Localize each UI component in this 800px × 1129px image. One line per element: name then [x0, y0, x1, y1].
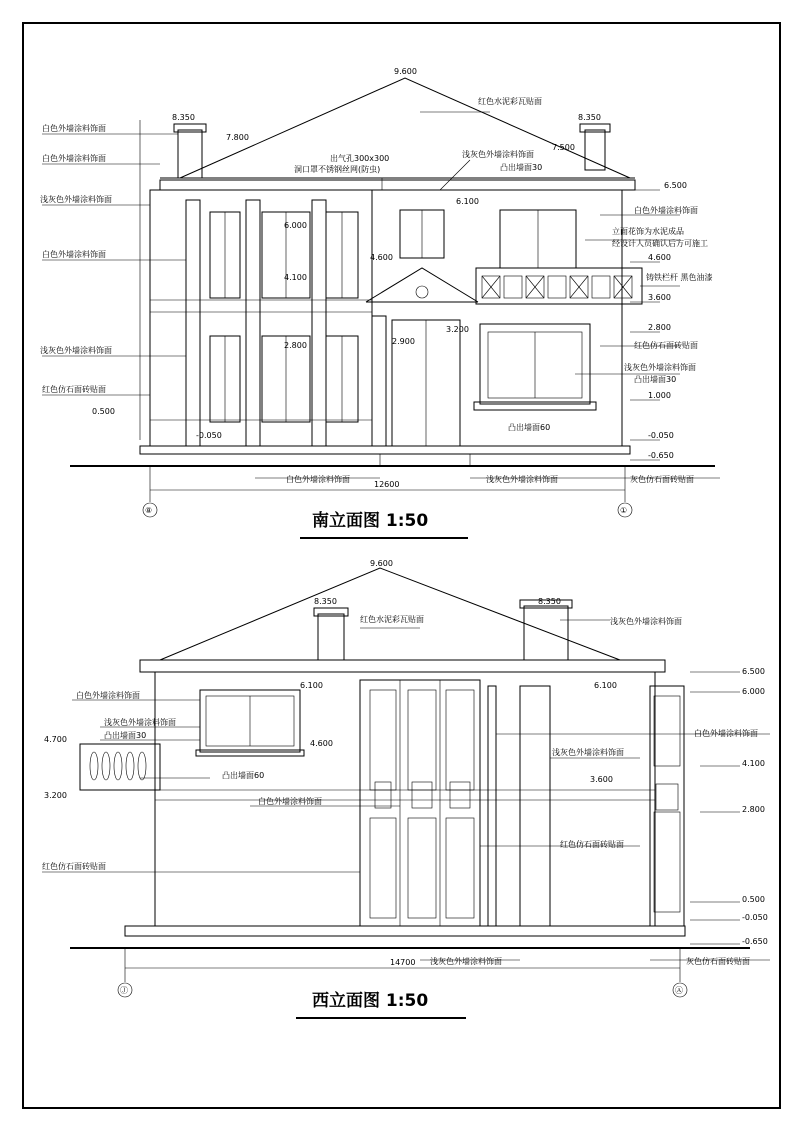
west-label-left: 浅灰色外墙涂料饰面: [104, 718, 176, 727]
west-plinth: [125, 926, 685, 936]
south-chimney-left: [178, 130, 202, 178]
west-label-right: 浅灰色外墙涂料饰面: [610, 617, 682, 626]
south-label-left: 浅灰色外墙涂料饰面: [40, 195, 112, 204]
west-elevation: [42, 568, 770, 997]
south-column: [312, 200, 326, 446]
south-axis-right: ①: [620, 506, 628, 515]
west-label-left: 凸出墙面60: [222, 771, 265, 780]
west-ridge-elev: 9.600: [370, 559, 393, 568]
south-axis-left: ⑧: [145, 506, 153, 515]
west-chimney-left: [318, 614, 344, 660]
south-column: [186, 200, 200, 446]
south-label-right: 凸出墙面30: [500, 163, 543, 172]
south-elev: 6.500: [664, 181, 687, 190]
south-elev: 2.800: [648, 323, 671, 332]
south-elev: 1.000: [648, 391, 671, 400]
west-elev: 6.500: [742, 667, 765, 676]
west-label-bottom: 灰色仿石面砖贴面: [686, 957, 750, 966]
west-elev: -0.050: [742, 913, 768, 922]
south-label-left: 浅灰色外墙涂料饰面: [40, 346, 112, 355]
south-overall-width: 12600: [374, 480, 400, 489]
west-label-left: 红色仿石面砖贴面: [42, 862, 106, 871]
south-elev: 4.600: [648, 253, 671, 262]
west-label-center: 红色水泥彩瓦贴面: [360, 615, 424, 624]
west-elev: 0.500: [742, 895, 765, 904]
west-elev-inner: 6.100: [300, 681, 323, 690]
south-elev-inner: -0.050: [196, 431, 222, 440]
west-label-center: 白色外墙涂料饰面: [258, 797, 322, 806]
west-axis-left: Ⓙ: [120, 986, 128, 995]
south-chimney-right: [585, 130, 605, 170]
south-elev-inner: 6.000: [284, 221, 307, 230]
south-right-block: [372, 190, 622, 446]
west-label-bottom: 浅灰色外墙涂料饰面: [430, 957, 502, 966]
south-left-block: [150, 190, 372, 446]
south-elevation: [42, 78, 720, 517]
south-elev-inner: 4.600: [370, 253, 393, 262]
west-overall-width: 14700: [390, 958, 416, 967]
south-elev-inner: 6.100: [456, 197, 479, 206]
south-note-mesh: 洞口罩不锈钢丝网(防虫): [294, 165, 381, 174]
west-label-right: 白色外墙涂料饰面: [694, 729, 758, 738]
south-elev: -0.050: [648, 431, 674, 440]
south-elev: -0.650: [648, 451, 674, 460]
south-label-protrude60: 凸出墙面60: [508, 423, 551, 432]
west-elev-inner: 3.600: [590, 775, 613, 784]
west-elev-inner: 6.100: [594, 681, 617, 690]
west-column: [520, 686, 550, 926]
west-roof-outline: [160, 568, 620, 660]
south-balcony-railing: [476, 268, 642, 304]
south-elev-inner: 2.800: [284, 341, 307, 350]
south-label-right: 立面花饰为水泥成品: [612, 227, 684, 236]
south-elev-inner: 7.500: [552, 143, 575, 152]
west-elev-left: 3.200: [44, 791, 67, 800]
south-roof-outline: [180, 78, 630, 178]
west-chimney-left-elev: 8.350: [314, 597, 337, 606]
south-label-left: 白色外墙涂料饰面: [42, 124, 106, 133]
west-label-left: 凸出墙面30: [104, 731, 147, 740]
west-balcony: [80, 744, 160, 790]
south-elev-inner: 3.200: [446, 325, 469, 334]
south-ridge-elev: 9.600: [394, 67, 417, 76]
south-label-right: 红色水泥彩瓦贴面: [478, 97, 542, 106]
south-label-bottom: 白色外墙涂料饰面: [286, 475, 350, 484]
south-label-left: 白色外墙涂料饰面: [42, 250, 106, 259]
south-label-right: 浅灰色外墙涂料饰面: [624, 363, 696, 372]
south-elev-inner: 7.800: [226, 133, 249, 142]
south-column: [246, 200, 260, 446]
south-elev-inner: 2.900: [392, 337, 415, 346]
west-elev-left: 4.700: [44, 735, 67, 744]
west-cornice: [140, 660, 665, 672]
west-title: 西立面图 1:50: [312, 991, 429, 1011]
south-label-bottom: 浅灰色外墙涂料饰面: [486, 475, 558, 484]
west-label-left: 白色外墙涂料饰面: [76, 691, 140, 700]
south-pediment: [366, 268, 478, 302]
south-label-right: 白色外墙涂料饰面: [634, 206, 698, 215]
south-chimney-right-elev: 8.350: [578, 113, 601, 122]
south-label-left: 红色仿石面砖贴面: [42, 385, 106, 394]
west-column: [488, 686, 496, 926]
west-label-center: 浅灰色外墙涂料饰面: [552, 748, 624, 757]
south-column: [372, 316, 386, 446]
south-label-right: 凸出墙面30: [634, 375, 677, 384]
south-elev-inner: 4.100: [284, 273, 307, 282]
south-label-right: 浅灰色外墙涂料饰面: [462, 150, 534, 159]
west-axis-right: Ⓐ: [675, 986, 683, 995]
south-note-vent: 出气孔300x300: [330, 154, 390, 163]
south-chimney-left-elev: 8.350: [172, 113, 195, 122]
west-label-center: 红色仿石面砖贴面: [560, 840, 624, 849]
south-elev: 3.600: [648, 293, 671, 302]
west-chimney-right: [524, 606, 568, 660]
west-elev: 6.000: [742, 687, 765, 696]
south-elev-inner: 0.500: [92, 407, 115, 416]
west-elev: 4.100: [742, 759, 765, 768]
west-elev: -0.650: [742, 937, 768, 946]
south-label-left: 白色外墙涂料饰面: [42, 154, 106, 163]
west-elev: 2.800: [742, 805, 765, 814]
south-plinth: [140, 446, 630, 454]
west-center-bay: [360, 680, 480, 926]
west-chimney-right-elev: 8.350: [538, 597, 561, 606]
south-label-right: 铸铁栏杆 黑色油漆: [646, 273, 713, 282]
south-cornice: [160, 180, 635, 190]
west-wall: [155, 672, 655, 926]
south-label-right: 红色仿石面砖贴面: [634, 341, 698, 350]
south-title: 南立面图 1:50: [312, 511, 429, 531]
south-label-bottom: 灰色仿石面砖贴面: [630, 475, 694, 484]
south-label-right: 经设计人员确认后方可施工: [612, 239, 708, 248]
west-elev-inner: 4.600: [310, 739, 333, 748]
